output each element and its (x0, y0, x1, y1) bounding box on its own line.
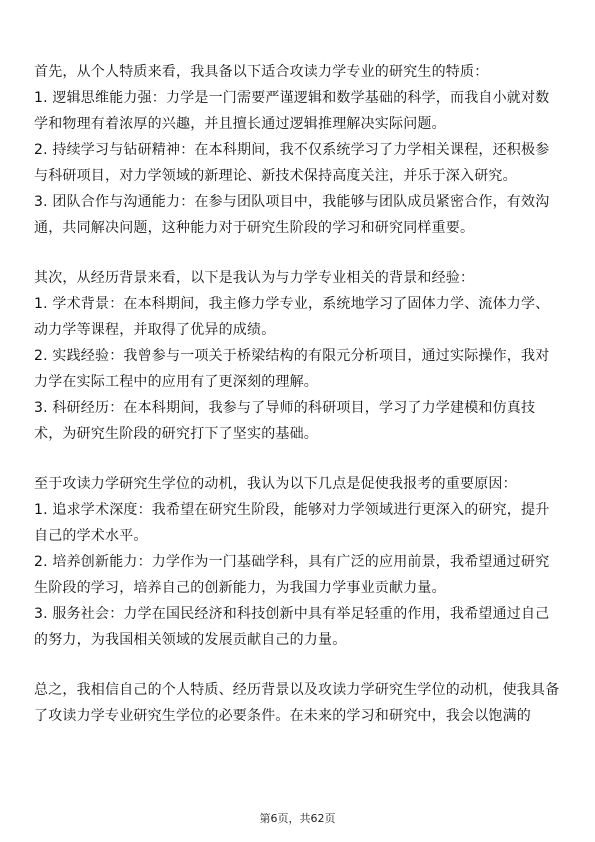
section-conclusion (34, 677, 562, 729)
section-intro: 至于攻读力学研究生学位的动机，我认为以下几点是促使我报考的重要原因： (34, 476, 517, 492)
list-item: 2. 培养创新能力：力学作为一门基础学科，具有广泛的应用前景，我希望通过研究生阶段的学习，培养自己的创新能力，为我国力学事业贡献力量。 (34, 554, 550, 596)
list-item: 3. 团队合作与沟通能力：在参与团队项目中，我能够与团队成员紧密合作，有效沟通，共同解决问题，这种能力对于研究生阶段的学习和研究同样重要。 (34, 194, 550, 236)
section-personal-traits (34, 59, 562, 241)
list-item: 1. 追求学术深度：我希望在研究生阶段，能够对力学领域进行更深入的研究，提升自己的学术水平。 (34, 502, 550, 544)
section-intro: 首先，从个人特质来看，我具备以下适合攻读力学专业的研究生的特质： (34, 64, 489, 80)
list-item: 2. 持续学习与钻研精神：在本科期间，我不仅系统学习了力学相关课程，还积极参与科研项目，对力学领域的新理论、新技术保持高度关注，并乐于深入研究。 (34, 142, 550, 184)
section-background (34, 265, 562, 447)
list-item: 1. 逻辑思维能力强：力学是一门需要严谨逻辑和数学基础的科学，而我自小就对数学和物理有着浓厚的兴趣，并且擅长通过逻辑推理解决实际问题。 (34, 90, 550, 132)
list-item: 3. 服务社会：力学在国民经济和科技创新中具有举足轻重的作用，我希望通过自己的努力，为我国相关领域的发展贡献自己的力量。 (34, 606, 550, 648)
conclusion-paragraph: 总之，我相信自己的个人特质、经历背景以及攻读力学研究生学位的动机，使我具备了攻读力学专业研究生学位的必要条件。在未来的学习和研究中，我会以饱满的 (34, 682, 560, 724)
list-item: 3. 科研经历：在本科期间，我参与了导师的科研项目，学习了力学建模和仿真技术，为研究生阶段的研究打下了坚实的基础。 (34, 400, 536, 442)
list-item: 1. 学术背景：在本科期间，我主修力学专业，系统地学习了固体力学、流体力学、动力学等课程，并取得了优异的成绩。 (34, 296, 550, 338)
page-number: 第6页，共62页 (259, 812, 336, 825)
page-footer (0, 812, 595, 826)
document-body (34, 59, 562, 729)
list-item: 2. 实践经验：我曾参与一项关于桥梁结构的有限元分析项目，通过实际操作，我对力学在实际工程中的应用有了更深刻的理解。 (34, 348, 550, 390)
section-intro: 其次，从经历背景来看，以下是我认为与力学专业相关的背景和经验： (34, 270, 475, 286)
section-motivation (34, 471, 562, 653)
